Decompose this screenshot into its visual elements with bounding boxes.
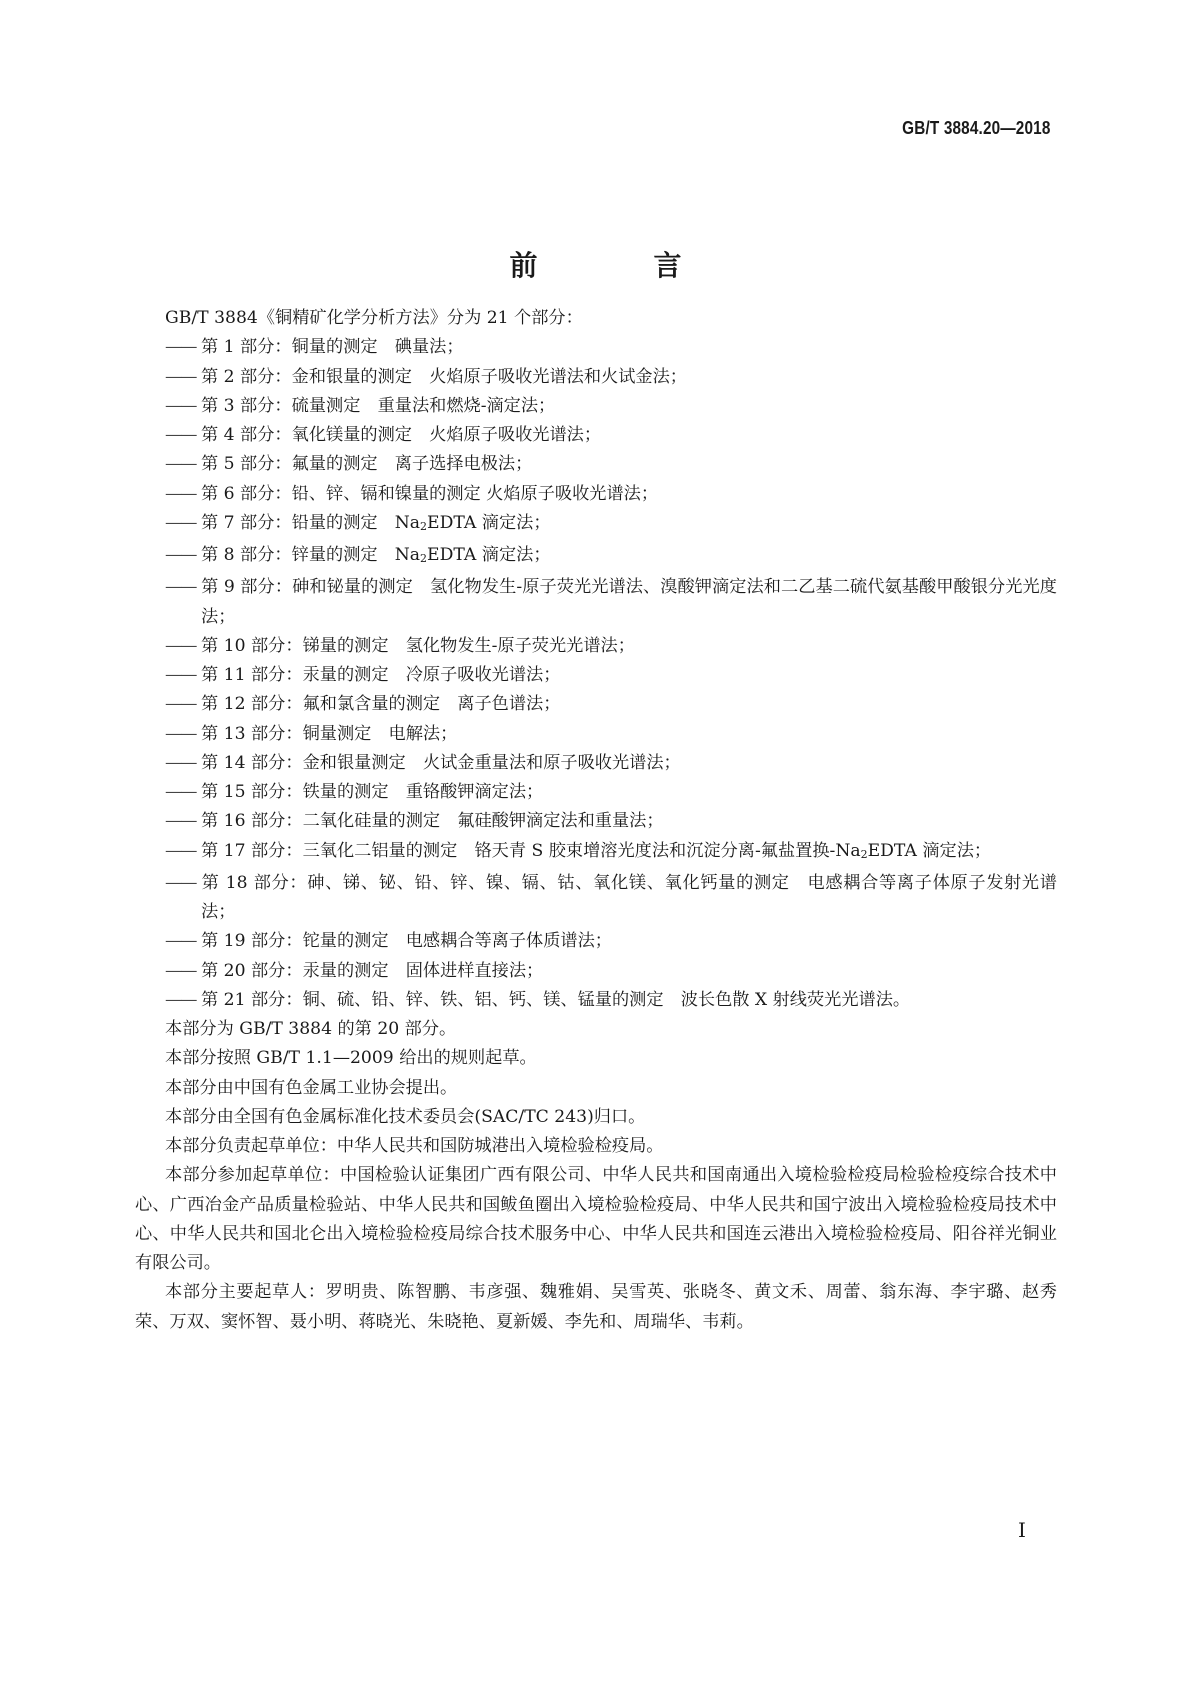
list-item <box>135 363 1057 392</box>
list-item <box>135 480 1057 509</box>
dash-marker: —— <box>165 931 196 952</box>
list-item <box>135 690 1057 719</box>
part-label: 第 12 部分： <box>201 694 303 715</box>
part-label: 第 21 部分： <box>201 989 303 1010</box>
dash-marker: —— <box>165 337 196 358</box>
part-text: 硫量测定 重量法和燃烧-滴定法； <box>291 395 556 416</box>
list-item <box>135 927 1057 956</box>
list-item <box>135 837 1057 869</box>
subscript: 2 <box>420 519 428 533</box>
list-item <box>135 450 1057 479</box>
list-item <box>135 720 1057 749</box>
main-drafters-paragraph: 本部分主要起草人：罗明贵、陈智鹏、韦彦强、魏雅娟、吴雪英、张晓冬、黄文禾、周蕾、翁东海、李宇璐、赵秀荣、万双、窦怀智、聂小明、蒋晓光、朱晓艳、夏新媛、李先和、周瑞华、韦莉。 <box>135 1282 1057 1332</box>
dash-marker: —— <box>165 723 196 744</box>
dash-marker: —— <box>165 395 196 416</box>
foreword-body <box>135 304 1057 1337</box>
dash-marker: —— <box>165 577 196 598</box>
subscript: 2 <box>420 552 428 565</box>
part-text: 氧化镁量的测定 火焰原子吸收光谱法； <box>291 425 602 445</box>
page-title: 前 言 <box>509 248 726 282</box>
part-label: 第 13 部分： <box>201 723 303 744</box>
list-item <box>135 749 1057 778</box>
part-text-before: 铅量的测定 Na <box>291 512 421 533</box>
list-item <box>135 392 1057 421</box>
part-text: 二氧化硅量的测定 氟硅酸钾滴定法和重量法； <box>302 811 664 832</box>
dash-marker: —— <box>165 960 196 981</box>
dash-marker: —— <box>165 811 196 832</box>
part-label: 第 15 部分： <box>201 782 303 802</box>
part-label: 第 6 部分： <box>201 483 292 504</box>
list-item <box>135 421 1057 450</box>
list-item <box>135 333 1057 362</box>
dash-marker: —— <box>165 694 196 715</box>
part-text: 铅、锌、镉和镍量的测定 火焰原子吸收光谱法； <box>291 483 659 504</box>
list-item <box>135 541 1057 573</box>
part-text: 铜量测定 电解法； <box>302 723 458 744</box>
part-label: 第 5 部分： <box>201 454 292 475</box>
part-number-paragraph: 本部分为 GB/T 3884 的第 20 部分。 <box>165 1019 457 1039</box>
part-text: 铜、硫、铅、锌、铁、铝、钙、镁、锰量的测定 波长色散 X 射线荧光光谱法。 <box>302 989 911 1010</box>
dash-marker: —— <box>165 635 196 656</box>
part-label: 第 20 部分： <box>201 960 303 981</box>
drafting-rules-paragraph: 本部分按照 GB/T 1.1—2009 给出的规则起草。 <box>165 1048 537 1069</box>
proposer-paragraph: 本部分由中国有色金属工业协会提出。 <box>165 1077 458 1098</box>
dash-marker: —— <box>165 840 196 861</box>
part-text: 氟量的测定 离子选择电极法； <box>291 454 533 475</box>
dash-marker: —— <box>165 782 196 802</box>
page-number: I <box>1018 1518 1026 1542</box>
part-label: 第 11 部分： <box>201 665 303 685</box>
parts-list <box>135 333 1057 1015</box>
list-item <box>135 509 1057 541</box>
part-text: 铁量的测定 重铬酸钾滴定法； <box>302 782 544 802</box>
dash-marker: —— <box>165 752 196 773</box>
list-item <box>135 869 1057 928</box>
part-text: 汞量的测定 固体进样直接法； <box>302 960 544 981</box>
part-text-after: EDTA 滴定法； <box>427 545 551 565</box>
dash-marker: —— <box>165 366 196 387</box>
part-text: 金和银量测定 火试金重量法和原子吸收光谱法； <box>302 752 681 773</box>
list-item <box>135 573 1057 632</box>
part-text: 汞量的测定 冷原子吸收光谱法； <box>302 665 561 685</box>
part-text: 铊量的测定 电感耦合等离子体质谱法； <box>302 931 612 952</box>
intro-paragraph: GB/T 3884《铜精矿化学分析方法》分为 21 个部分： <box>165 308 583 328</box>
list-item <box>135 778 1057 807</box>
part-text: 砷和铋量的测定 氢化物发生-原子荧光光谱法、溴酸钾滴定法和二乙基二硫代氨基酸甲酸银分光光度法； <box>201 577 1057 627</box>
part-text: 金和银量的测定 火焰原子吸收光谱法和火试金法； <box>291 366 687 387</box>
part-label: 第 10 部分： <box>201 635 303 656</box>
dash-marker: —— <box>165 483 196 504</box>
dash-marker: —— <box>165 512 196 533</box>
part-label: 第 4 部分： <box>201 425 292 445</box>
dash-marker: —— <box>165 425 196 445</box>
committee-paragraph: 本部分由全国有色金属标准化技术委员会(SAC/TC 243)归口。 <box>165 1106 646 1127</box>
lead-drafter-paragraph: 本部分负责起草单位：中华人民共和国防城港出入境检验检疫局。 <box>165 1136 664 1156</box>
part-text-before: 三氧化二铝量的测定 铬天青 S 胶束增溶光度法和沉淀分离-氟盐置换-Na <box>302 840 861 861</box>
subscript: 2 <box>860 847 868 861</box>
part-text: 砷、锑、铋、铅、锌、镍、镉、钴、氧化镁、氧化钙量的测定 电感耦合等离子体原子发射光谱法； <box>201 872 1057 922</box>
part-label: 第 17 部分： <box>201 840 303 861</box>
list-item <box>135 632 1057 661</box>
dash-marker: —— <box>165 872 196 893</box>
part-label: 第 8 部分： <box>201 545 292 565</box>
standard-code: GB/T 3884.20—2018 <box>902 118 1051 138</box>
part-text-after: EDTA 滴定法； <box>867 840 992 861</box>
part-label: 第 1 部分： <box>201 337 292 358</box>
part-label: 第 7 部分： <box>201 512 292 533</box>
list-item <box>135 661 1057 690</box>
list-item <box>135 807 1057 836</box>
list-item <box>135 957 1057 986</box>
part-text-after: EDTA 滴定法； <box>427 512 551 533</box>
part-text: 氟和氯含量的测定 离子色谱法； <box>302 694 561 715</box>
part-label: 第 3 部分： <box>201 395 292 416</box>
part-text: 铜量的测定 碘量法； <box>291 337 464 358</box>
part-label: 第 9 部分： <box>201 577 293 598</box>
list-item <box>135 986 1057 1015</box>
part-label: 第 14 部分： <box>201 752 303 773</box>
part-label: 第 18 部分： <box>201 872 308 893</box>
part-label: 第 19 部分： <box>201 931 303 952</box>
participating-drafters-paragraph: 本部分参加起草单位：中国检验认证集团广西有限公司、中华人民共和国南通出入境检验检疫局检验检疫综合技术中心、广西冶金产品质量检验站、中华人民共和国鲅鱼圈出入境检验检疫局、中华人民共和国宁波出入境检验检疫局技术中心、中华人民共和国北仑出入境检验检疫局综合技术服务中心、中华人民共和国连云港出入境检验检疫局、阳谷祥光铜业有限公司。 <box>135 1165 1057 1273</box>
part-label: 第 2 部分： <box>201 366 292 387</box>
part-text: 锑量的测定 氢化物发生-原子荧光光谱法； <box>302 635 635 656</box>
dash-marker: —— <box>165 545 196 565</box>
dash-marker: —— <box>165 989 196 1010</box>
dash-marker: —— <box>165 665 196 685</box>
dash-marker: —— <box>165 454 196 475</box>
part-text-before: 锌量的测定 Na <box>291 545 421 565</box>
part-label: 第 16 部分： <box>201 811 303 832</box>
